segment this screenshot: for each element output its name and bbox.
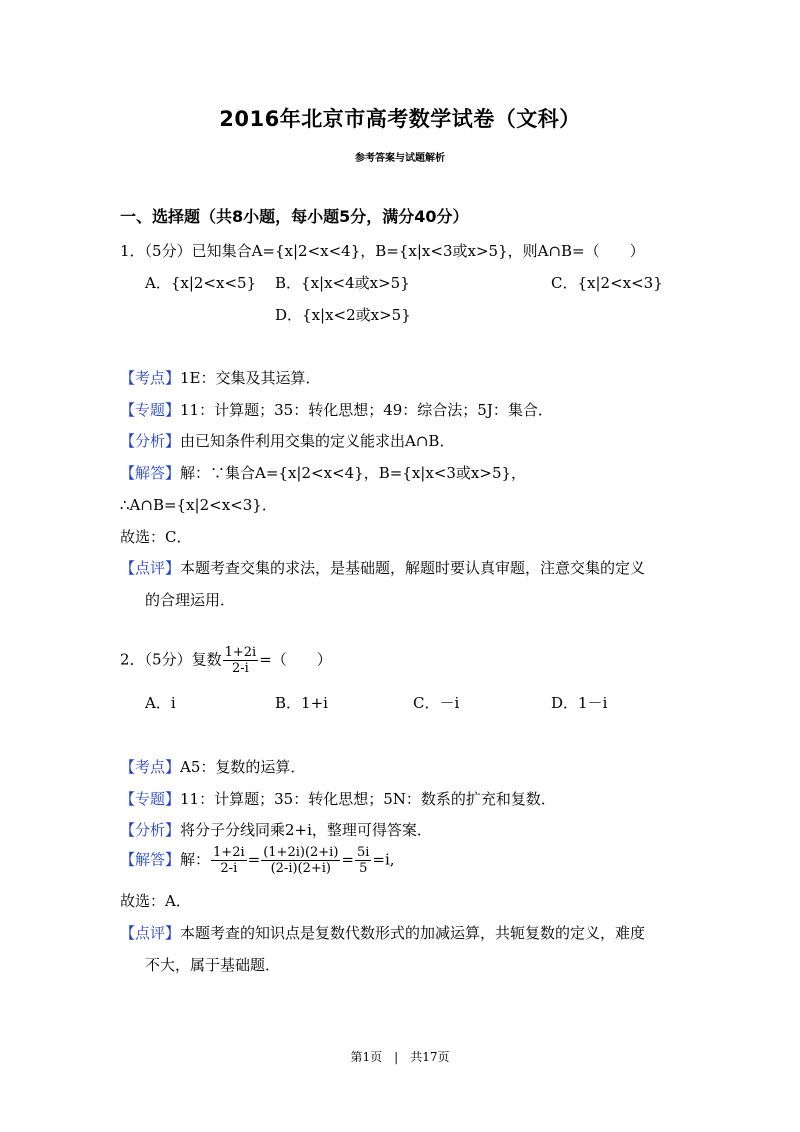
fenxi-text: 由已知条件利用交集的定义能求出A∩B． — [180, 432, 455, 450]
fenxi-tag: 【分析】 — [120, 821, 181, 839]
fraction-2-denominator: (2-i)(2+i) — [270, 861, 332, 876]
dianping-text: 本题考查交集的求法，是基础题，解题时要认真审题，注意交集的定义 — [180, 559, 646, 577]
q1-jieda-line2: ∴A∩B={x|2<x<3}． — [120, 496, 277, 514]
fraction-3-denominator: 5 — [359, 861, 368, 876]
q1-jieda — [120, 462, 526, 483]
fraction-1-denominator: 2-i — [220, 861, 238, 876]
zhuanti-text: 11：计算题；35：转化思想；5N：数系的扩充和复数． — [180, 790, 556, 808]
section-heading: 一、选择题（共8小题，每小题5分，满分40分） — [120, 207, 469, 226]
q2-fenxi — [120, 819, 432, 840]
solution-fraction-1 — [211, 845, 247, 876]
page-footer: 第1页 | 共17页 — [350, 1050, 450, 1064]
q1-dianping — [120, 557, 645, 578]
dianping-text: 本题考查的知识点是复数代数形式的加减运算，共轭复数的定义，难度 — [180, 924, 646, 942]
q2-option-d: D．1－i — [551, 694, 608, 712]
q2-option-b: B．1+i — [275, 694, 328, 712]
q2-option-a: A．i — [145, 694, 176, 712]
q2-jieda — [120, 845, 395, 876]
dianping-tag: 【点评】 — [120, 924, 181, 942]
dianping-tag: 【点评】 — [120, 559, 181, 577]
q2-kaodian — [120, 756, 305, 777]
zhuanti-tag: 【专题】 — [120, 790, 181, 808]
q2-dianping — [120, 922, 645, 943]
fenxi-text: 将分子分线同乘2+i，整理可得答案． — [180, 821, 432, 839]
fraction-2-numerator: (1+2i)(2+i) — [263, 845, 339, 860]
q1-option-d: D．{x|x<2或x>5} — [275, 306, 411, 324]
q1-kaodian — [120, 367, 321, 388]
q1-stem: 1．（5分）已知集合A={x|2<x<4}，B={x|x<3或x>5}，则A∩B=（ ） — [120, 242, 645, 260]
jieda-text: 解：∵集合A={x|2<x<4}，B={x|x<3或x>5}， — [180, 464, 527, 482]
q2-answer: 故选：A． — [120, 892, 191, 910]
q2-dianping-line2: 不大，属于基础题． — [145, 956, 281, 974]
q1-answer: 故选：C． — [120, 528, 192, 546]
solution-fraction-3 — [355, 845, 371, 876]
q2-fraction — [223, 645, 259, 676]
fraction-3-numerator: 5i — [356, 845, 370, 860]
page-title: 2016年北京市高考数学试卷（文科） — [219, 107, 581, 131]
q2-zhuanti — [120, 788, 556, 809]
jieda-tag: 【解答】 — [120, 464, 181, 482]
page-subtitle: 参考答案与试题解析 — [355, 153, 445, 164]
fenxi-tag: 【分析】 — [120, 432, 181, 450]
zhuanti-tag: 【专题】 — [120, 401, 181, 419]
jieda-prefix: 解： — [180, 850, 211, 869]
kaodian-text: A5：复数的运算． — [180, 758, 306, 776]
kaodian-text: 1E：交集及其运算． — [180, 369, 321, 387]
kaodian-tag: 【考点】 — [120, 758, 181, 776]
solution-fraction-2 — [261, 845, 340, 876]
zhuanti-text: 11：计算题；35：转化思想；49：综合法；5J：集合． — [180, 401, 553, 419]
equals-2: = — [341, 850, 354, 869]
q1-fenxi — [120, 430, 454, 451]
q2-stem-prefix: 2．（5分）复数 — [120, 650, 222, 669]
q1-option-c: C．{x|2<x<3} — [551, 274, 663, 292]
q2-stem — [120, 645, 332, 676]
q1-zhuanti — [120, 399, 553, 420]
q1-dianping-line2: 的合理运用． — [145, 591, 236, 609]
q1-option-b: B．{x|x<4或x>5} — [275, 274, 410, 292]
q1-option-a: A．{x|2<x<5} — [145, 274, 257, 292]
q2-fraction-denominator: 2-i — [231, 661, 249, 676]
kaodian-tag: 【考点】 — [120, 369, 181, 387]
jieda-suffix: =i, — [372, 850, 395, 869]
q2-stem-suffix: =（ ） — [259, 650, 332, 669]
equals-1: = — [247, 850, 261, 869]
q2-fraction-numerator: 1+2i — [224, 645, 257, 660]
q2-option-c: C．－i — [413, 694, 460, 712]
fraction-1-numerator: 1+2i — [213, 845, 245, 860]
jieda-tag: 【解答】 — [120, 850, 181, 869]
